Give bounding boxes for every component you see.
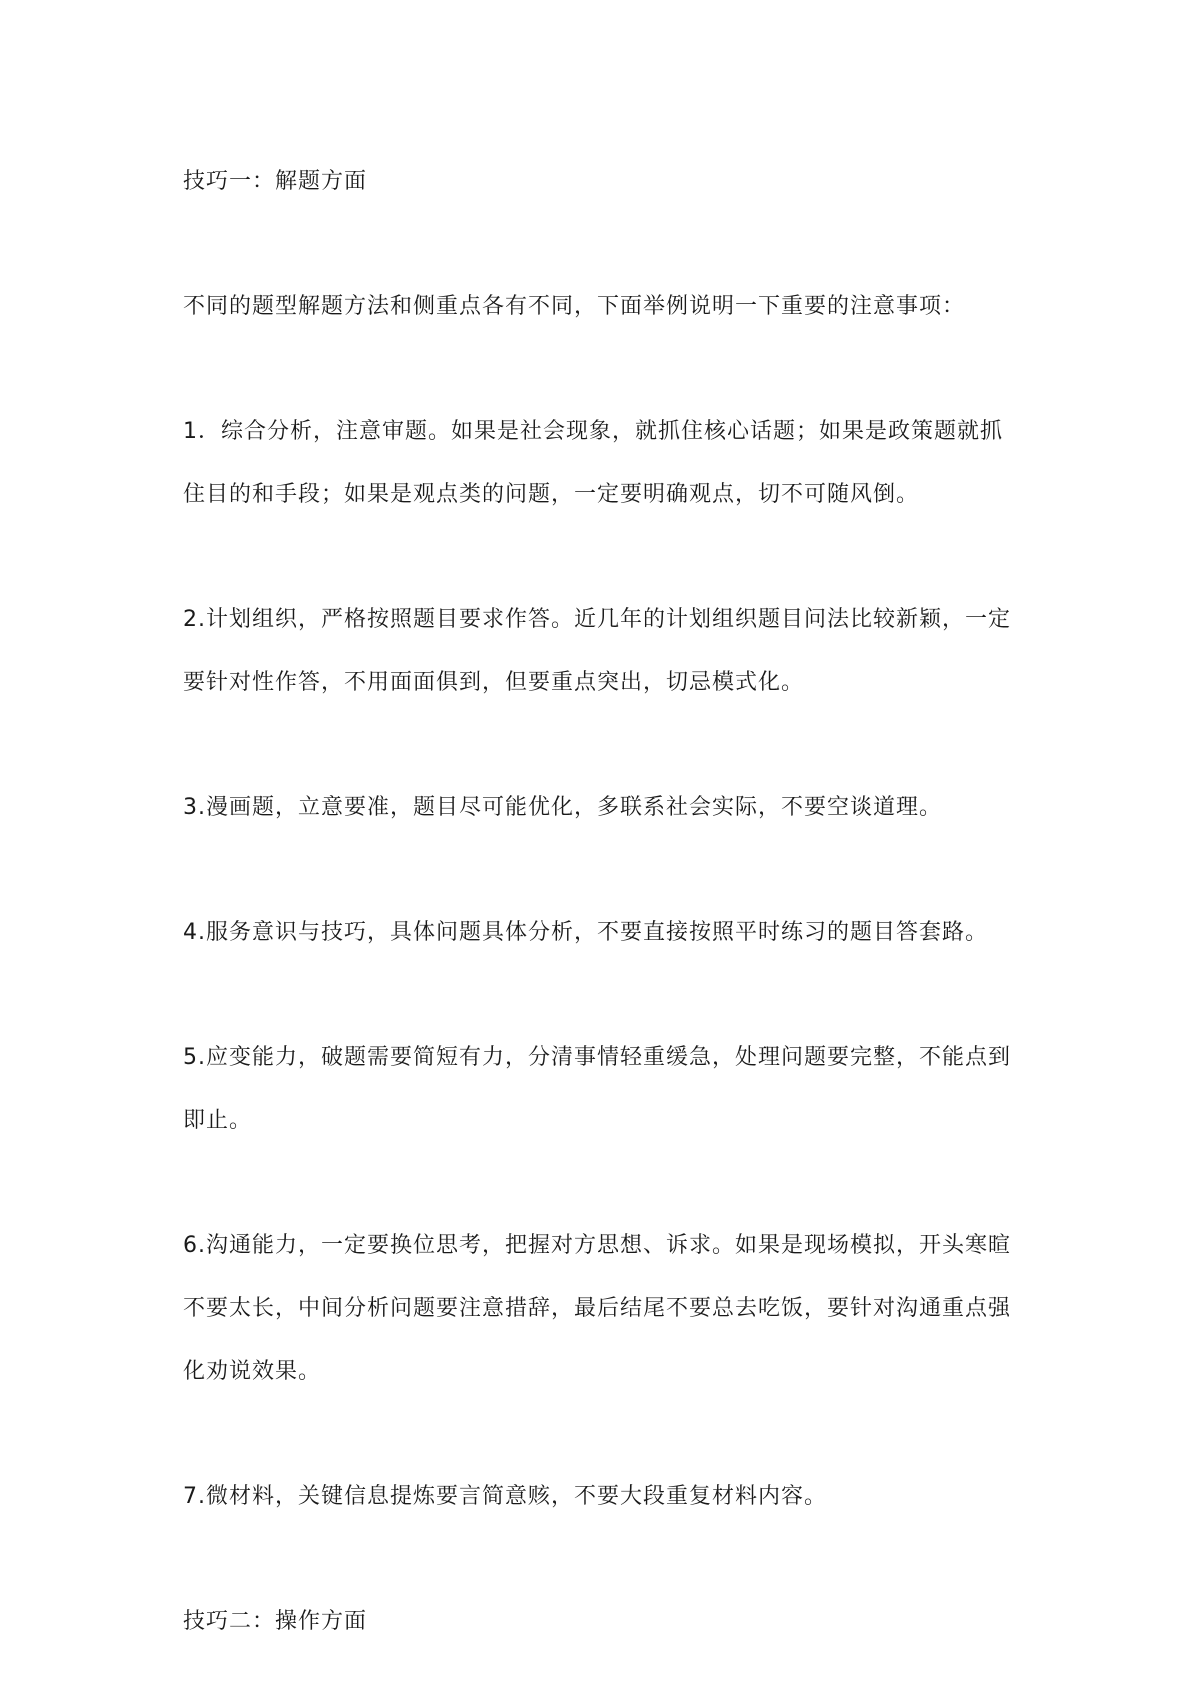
list-item-2: 2.计划组织，严格按照题目要求作答。近几年的计划组织题目问法比较新颖，一定要针对性作答，不用面面俱到，但要重点突出，切忌模式化。 [183, 607, 1011, 695]
document-body [183, 150, 1023, 1653]
intro-paragraph: 不同的题型解题方法和侧重点各有不同，下面举例说明一下重要的注意事项： [183, 294, 966, 319]
list-item-3: 3.漫画题，立意要准，题目尽可能优化，多联系社会实际，不要空谈道理。 [183, 795, 942, 820]
list-item-5: 5.应变能力，破题需要简短有力，分清事情轻重缓急，处理问题要完整，不能点到即止。 [183, 1045, 1011, 1133]
list-item-7: 7.微材料，关键信息提炼要言简意赅，不要大段重复材料内容。 [183, 1484, 827, 1509]
list-item-6: 6.沟通能力，一定要换位思考，把握对方思想、诉求。如果是现场模拟，开头寒暄不要太长，中间分析问题要注意措辞，最后结尾不要总去吃饭，要针对沟通重点强化劝说效果。 [183, 1233, 1012, 1384]
section-heading-1: 技巧一：解题方面 [183, 169, 368, 194]
section-heading-2: 技巧二：操作方面 [183, 1609, 368, 1634]
list-item-4: 4.服务意识与技巧，具体问题具体分析，不要直接按照平时练习的题目答套路。 [183, 920, 988, 945]
list-item-1: 1．综合分析，注意审题。如果是社会现象，就抓住核心话题；如果是政策题就抓住目的和手段；如果是观点类的问题，一定要明确观点，切不可随风倒。 [183, 419, 1003, 507]
